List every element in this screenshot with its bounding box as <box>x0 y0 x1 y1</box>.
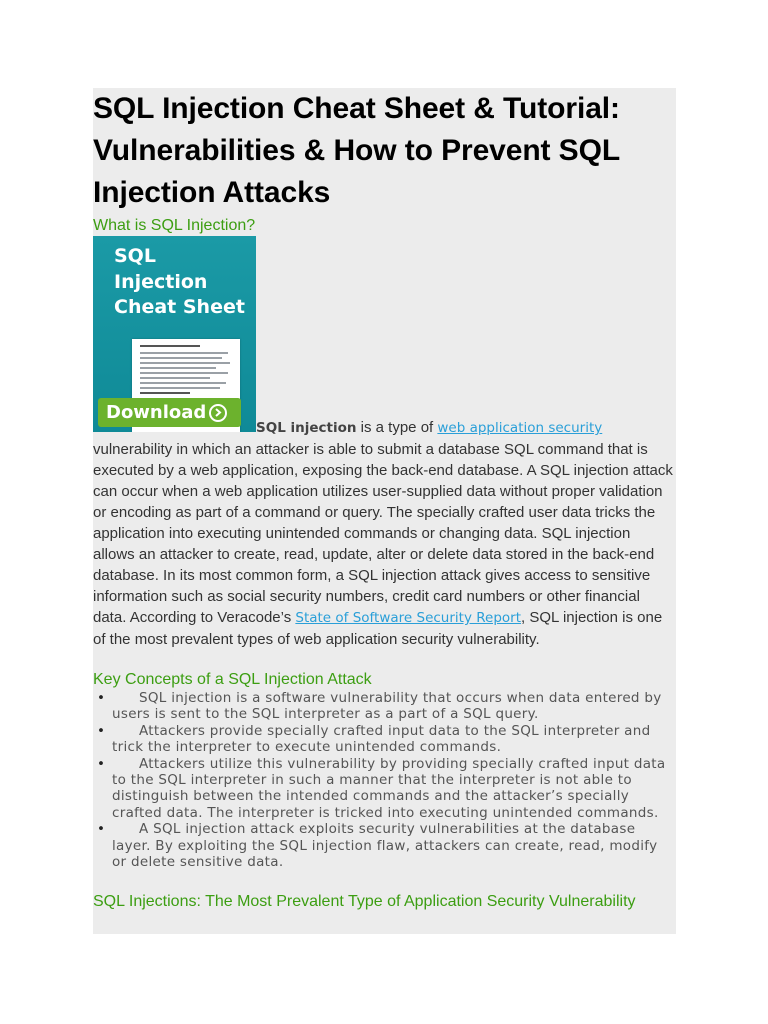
bullet-icon: • <box>97 821 106 838</box>
state-of-software-security-report-link[interactable]: State of Software Security Report <box>295 610 521 626</box>
list-item: • Attackers utilize this vulnerability by providing specially crafted input data to the SQL interpreter in such a manner that the interpreter is not able to distinguish between the intended commands and the attacker’s specially crafted data. The interpreter is tricked into executing unintended commands. <box>97 755 666 821</box>
bullet-icon: • <box>97 690 106 706</box>
list-item: • Attackers provide specially crafted input data to the SQL interpreter and trick the interpreter to execute unintended commands. <box>97 722 651 756</box>
sql-injection-term: SQL injection <box>256 420 357 436</box>
heading-most-prevalent-vulnerability: SQL Injections: The Most Prevalent Type of Application Security Vulnerability <box>93 893 636 910</box>
key-concepts-list <box>93 690 676 870</box>
list-item: • SQL injection is a software vulnerability that occurs when data entered by users is sent to the SQL interpreter as a part of a SQL query. <box>97 690 662 723</box>
intro-text-3: , SQL injection is one of the most prevalent types of web application security vulnerability. <box>93 609 663 648</box>
intro-text-1: is a type of <box>356 419 438 436</box>
cheat-sheet-cover-image[interactable] <box>93 236 256 432</box>
heading-key-concepts: Key Concepts of a SQL Injection Attack <box>93 671 372 688</box>
page-title: SQL Injection Cheat Sheet & Tutorial: Vulnerabilities & How to Prevent SQL Injection Attacks <box>93 92 620 209</box>
bullet-icon: • <box>97 755 106 772</box>
list-item: • A SQL injection attack exploits security vulnerabilities at the database layer. By exploiting the SQL injection flaw, attackers can create, read, modify or delete sensitive data. <box>97 821 658 871</box>
heading-what-is-sql-injection: What is SQL Injection? <box>93 217 256 234</box>
download-label: Download <box>106 402 207 423</box>
intro-text-2: vulnerability in which an attacker is able to submit a database SQL command that is executed by a web application, exposing the back-end database. A SQL injection attack can occur when a web application utilizes user-supplied data without proper validation or encoding as part of a command or query. The specially crafted user data tricks the application into executing unintended commands or changing data. SQL injection allows an attacker to create, read, update, alter or delete data stored in the back-end database. In its most common form, a SQL injection attack gives access to sensitive information such as social security numbers, credit card numbers or other financial data. According to Veracode’s <box>93 441 673 626</box>
intro-paragraph <box>93 417 676 650</box>
cover-title: SQL Injection Cheat Sheet <box>114 245 245 318</box>
bullet-icon: • <box>97 722 106 739</box>
web-application-security-link[interactable]: web application security <box>437 420 603 436</box>
